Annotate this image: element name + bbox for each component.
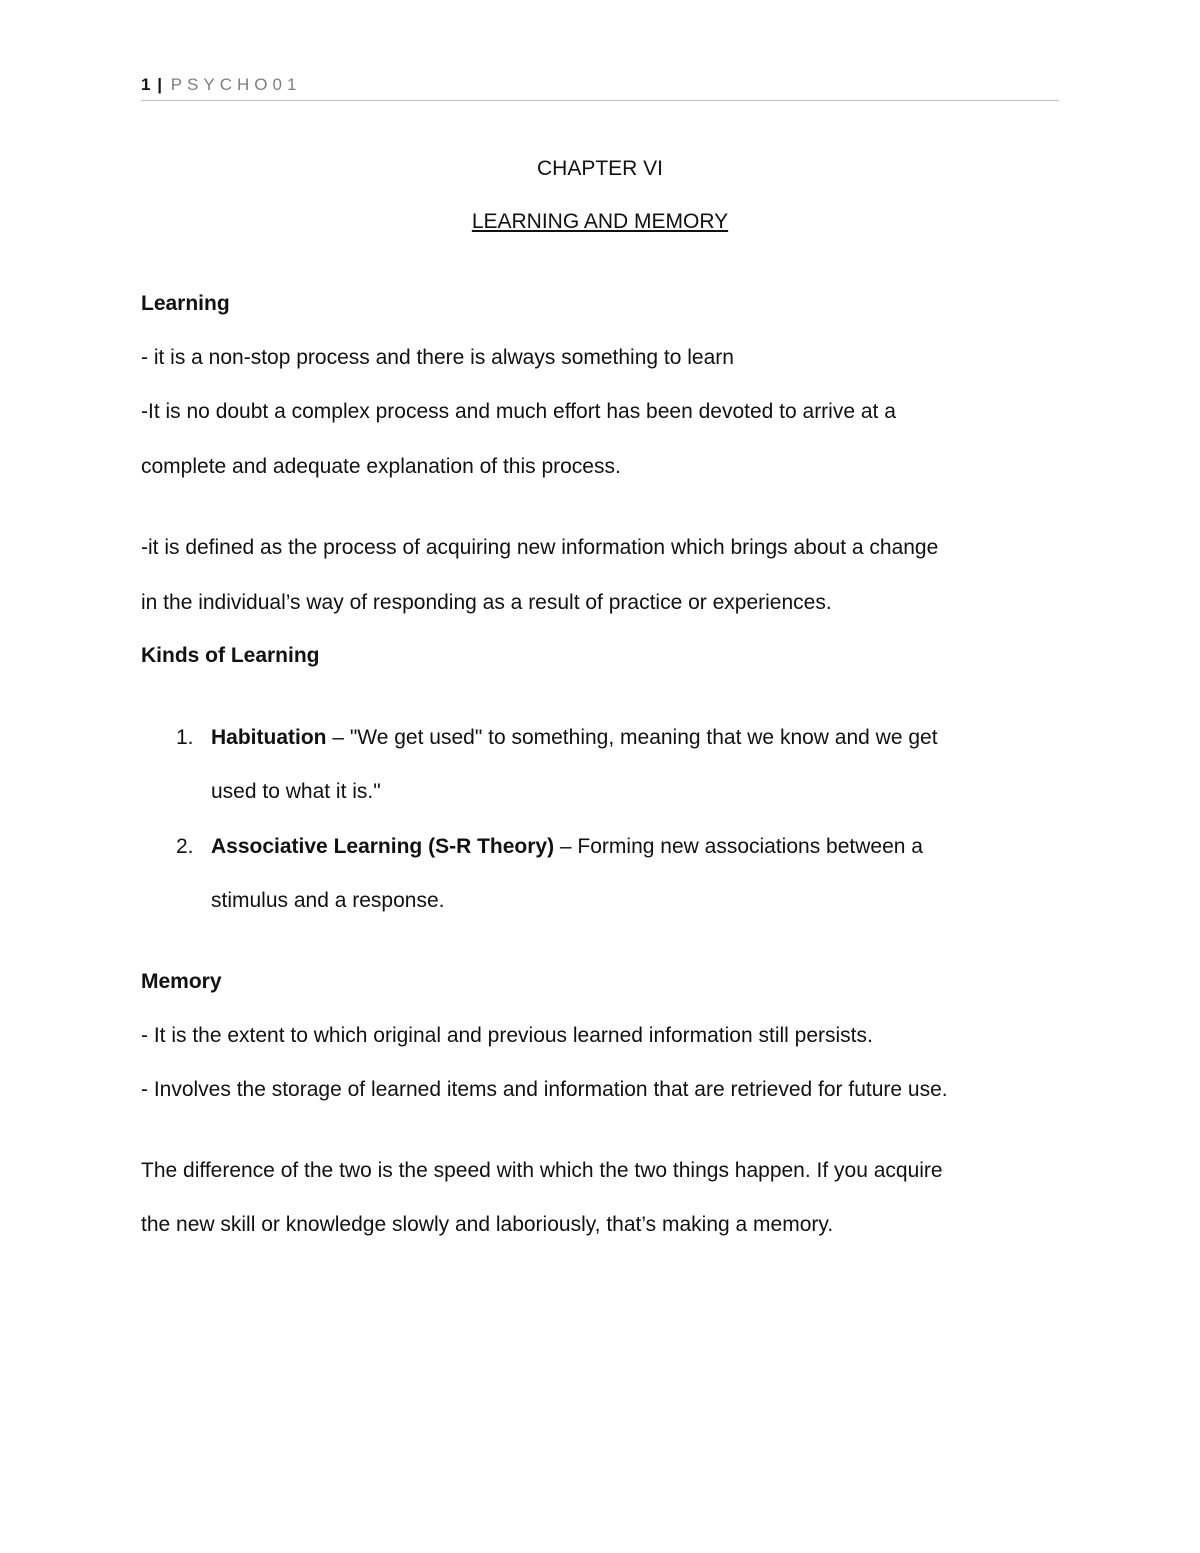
list-item-continuation: used to what it is." [211,780,381,803]
memory-line-2: - Involves the storage of learned items and information that are retrieved for future use. [141,1078,948,1101]
learning-line-2a: -It is no doubt a complex process and much effort has been devoted to arrive at a [141,400,896,423]
list-item-continuation: stimulus and a response. [211,889,445,912]
learning-line-3a: -it is defined as the process of acquiring new information which brings about a change [141,536,939,559]
learning-line-1: - it is a non-stop process and there is always something to learn [141,346,734,369]
list-item-term: Habituation [211,726,327,749]
header-separator: | [157,75,162,94]
difference-line-a: The difference of the two is the speed with which the two things happen. If you acquire [141,1159,943,1182]
learning-heading: Learning [141,292,230,315]
chapter-label: CHAPTER VI [536,157,664,180]
memory-line-1: - It is the extent to which original and previous learned information still persists. [141,1024,873,1047]
list-item-text: – Forming new associations between a [554,835,923,858]
list-item-number: 1. [176,726,194,749]
course-code: PSYCHO01 [170,75,302,94]
chapter-title-text: LEARNING AND MEMORY [471,210,729,233]
memory-heading: Memory [141,970,222,993]
chapter-title [141,209,1059,235]
kinds-heading: Kinds of Learning [141,644,320,667]
list-item-term: Associative Learning (S-R Theory) [211,835,555,858]
learning-line-3b: in the individual’s way of responding as a result of practice or experiences. [141,591,832,614]
list-item-habituation [211,725,1059,751]
page-header [141,74,1059,101]
page-number: 1 [141,75,151,94]
list-item-text: – "We get used" to something, meaning that we know and we get [326,726,938,749]
list-item-associative-learning [211,834,1059,860]
difference-line-b: the new skill or knowledge slowly and laboriously, that’s making a memory. [141,1213,834,1236]
list-item-number: 2. [176,835,194,858]
learning-line-2b: complete and adequate explanation of this process. [141,455,621,478]
